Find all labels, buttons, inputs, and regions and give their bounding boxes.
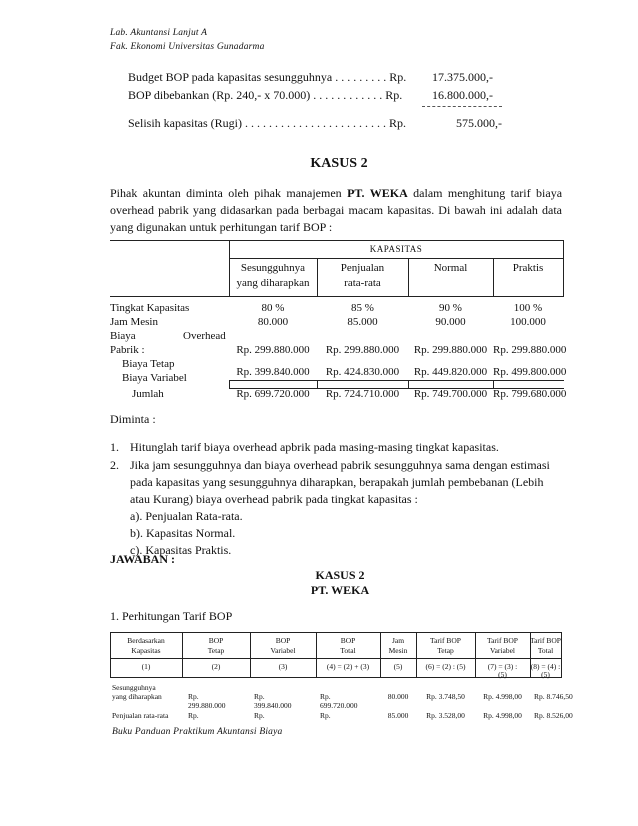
question-1: Hitunglah tarif biaya overhead apbrik pada masing-masing tingkat kapasitas.: [130, 440, 499, 454]
section-title: 1. Perhitungan Tarif BOP: [110, 609, 233, 623]
row1-label: Sesungguhnya: [112, 683, 156, 692]
th-tarif-variabel: Tarif BOP: [487, 636, 518, 645]
question-2-line3: atau Kurang) biaya overhead pabrik pada tingkat kapasitas :: [130, 492, 418, 506]
option-b: b). Kapasitas Normal.: [130, 526, 236, 540]
table-cell: Rp. 8.746,50: [534, 692, 573, 701]
bop-dibebankan-label: BOP dibebankan (Rp. 240,- x 70.000) . . . . . . . . . . . . Rp.: [128, 88, 403, 102]
bop-dibebankan-value: 16.800.000,-: [432, 88, 493, 102]
table-cell: Rp. 8.526,00: [534, 711, 573, 720]
th-tarif-variabel-2: Variabel: [490, 646, 515, 655]
th-bop-variabel: BOP: [275, 636, 291, 645]
formula-cell: (5): [541, 670, 550, 679]
footer-text: Buku Panduan Praktikum Akuntansi Biaya: [112, 727, 283, 737]
col-header-normal: Normal: [433, 262, 468, 274]
table-cell: Rp. 499.800.000: [493, 366, 567, 378]
col-header-penjualan: Penjualan: [340, 262, 385, 274]
row-label-jam: Jam Mesin: [110, 316, 158, 328]
th-jam-2: Mesin: [388, 646, 408, 655]
table-cell: 85.000: [347, 316, 378, 328]
row1-label-2: yang diharapkan: [112, 692, 162, 701]
table-cell: Rp. 4.998,00: [483, 711, 522, 720]
table-cell: Rp. 799.680.000: [493, 388, 567, 400]
table-cell: 90 %: [439, 302, 462, 314]
selisih-label: Selisih kapasitas (Rugi) . . . . . . . . . . . . . . . . . . . . . . . . Rp.: [128, 116, 406, 130]
formula-cell: (7) = (3) :: [487, 662, 518, 671]
col-header-sesungguhnya: Sesungguhnya: [240, 262, 306, 274]
table-cell: 85.000: [387, 711, 409, 720]
table-cell: Rp. 4.998,00: [483, 692, 522, 701]
table-cell: 80.000: [257, 316, 289, 328]
question-2-line1: Jika jam sesungguhnya dan biaya overhead pabrik sesungguhnya sama dengan estimasi: [130, 458, 550, 472]
table-cell: Rp.: [254, 711, 265, 720]
table-cell: Rp. 299.880.000: [325, 344, 400, 356]
th-tarif-tetap-2: Tetap: [437, 646, 454, 655]
table-cell: Rp. 399.840.000: [236, 366, 310, 378]
table-cell: Rp. 299.880.000: [493, 344, 567, 356]
row-label-overhead: Overhead: [183, 330, 226, 342]
table-cell: Rp. 449.820.000: [413, 366, 488, 378]
th-jam: Jam: [391, 636, 405, 645]
table-cell: 399.840.000: [254, 701, 292, 710]
table-cell: Rp. 3.528,00: [426, 711, 465, 720]
formula-cell: (5): [393, 662, 403, 671]
table-cell: Rp. 299.880.000: [236, 344, 310, 356]
table-cell: 100 %: [513, 302, 543, 314]
th-tarif-total-2: Total: [537, 646, 554, 655]
intro-paragraph: [110, 185, 562, 236]
formula-cell: (4) = (2) + (3): [326, 662, 370, 671]
row-label-biaya: Biaya: [110, 330, 136, 342]
intro-text-2: dalam menghitung tarif biaya overhead pabrik yang didasarkan pada berbagai macam kapasitas. Di bawah ini adalah data yang digunakan untuk perhitungan tarif BOP :: [110, 186, 563, 234]
table-cell: Rp.: [320, 711, 331, 720]
header-lab: Lab. Akuntansi Lanjut A: [110, 28, 208, 38]
kasus-title: KASUS 2: [310, 156, 368, 171]
table-cell: 699.720.000: [320, 701, 358, 710]
formula-cell: (8) = (4) :: [530, 662, 561, 671]
row-label-pabrik: Pabrik :: [110, 344, 145, 356]
th-bop-total-2: Total: [340, 646, 356, 655]
table-cell: Rp. 699.720.000: [236, 388, 310, 400]
col-header-penjualan-2: rata-rata: [344, 277, 381, 289]
selisih-value: 575.000,-: [456, 116, 502, 130]
intro-text-1: Pihak akuntan diminta oleh pihak manajemen: [110, 186, 348, 200]
budget-bop-value: 17.375.000,-: [432, 70, 493, 84]
question-2-line2: pada kapasitas yang sesungguhnya diharapkan, berapakah jumlah pembebanan (Lebih: [130, 475, 544, 489]
table-cell: 85 %: [351, 302, 374, 314]
table-cell: Rp. 749.700.000: [413, 388, 488, 400]
table-cell: 80.000: [387, 692, 409, 701]
table-cell: 100.000: [510, 316, 546, 328]
th-tarif-tetap: Tarif BOP: [430, 636, 461, 645]
formula-cell: (6) = (2) : (5): [425, 662, 466, 671]
sum-underline: [422, 106, 502, 107]
table-cell: Rp. 299.880.000: [413, 344, 488, 356]
table-cell: 90.000: [435, 316, 466, 328]
row2-label: Penjualan rata-rata: [112, 711, 169, 720]
table-cell: 80 %: [261, 302, 285, 314]
th-bop-total: BOP: [340, 636, 356, 645]
th-bop-variabel-2: Variabel: [270, 646, 296, 655]
jawaban-kasus: KASUS 2: [315, 568, 365, 582]
header-faculty: Fak. Ekonomi Universitas Gunadarma: [110, 42, 265, 52]
table-cell: Rp. 724.710.000: [325, 388, 400, 400]
table-cell: Rp.: [320, 692, 331, 701]
table-cell: 299.880.000: [188, 701, 226, 710]
col-header-sesungguhnya-2: yang diharapkan: [236, 277, 310, 289]
table-cell: Rp. 3.748,50: [426, 692, 465, 701]
th-bop-tetap-2: Tetap: [207, 646, 225, 655]
col-header-praktis: Praktis: [512, 262, 544, 274]
th-kapasitas-2: Kapasitas: [131, 646, 161, 655]
table-cell: Rp.: [254, 692, 265, 701]
th-bop-tetap: BOP: [208, 636, 224, 645]
kapasitas-header: KAPASITAS: [369, 244, 423, 254]
option-c: c). Kapasitas Praktis.: [130, 543, 232, 557]
formula-cell: (5): [498, 670, 507, 679]
option-a: a). Penjualan Rata-rata.: [130, 509, 243, 523]
table-cell: Rp.: [188, 692, 199, 701]
row-label-variabel: Biaya Variabel: [122, 372, 187, 384]
question-2-number: 2.: [110, 458, 119, 472]
jawaban-title: JAWABAN :: [110, 552, 176, 566]
formula-cell: (1): [141, 662, 151, 671]
th-kapasitas: Berdasarkan: [127, 636, 165, 645]
th-tarif-total: Tarif BOP: [530, 636, 561, 645]
diminta-title: Diminta :: [110, 412, 156, 426]
formula-cell: (2): [211, 662, 221, 671]
row-label-tetap: Biaya Tetap: [122, 358, 175, 370]
intro-company: PT. WEKA: [347, 186, 408, 200]
table-cell: Rp. 424.830.000: [325, 366, 400, 378]
row-label-tingkat: Tingkat Kapasitas: [110, 302, 190, 314]
row-label-jumlah: Jumlah: [132, 388, 164, 400]
budget-bop-label: Budget BOP pada kapasitas sesungguhnya . . . . . . . . . Rp.: [128, 70, 407, 84]
jawaban-company: PT. WEKA: [310, 583, 370, 597]
question-1-number: 1.: [110, 440, 119, 454]
formula-cell: (3): [278, 662, 288, 671]
table-cell: Rp.: [188, 711, 199, 720]
